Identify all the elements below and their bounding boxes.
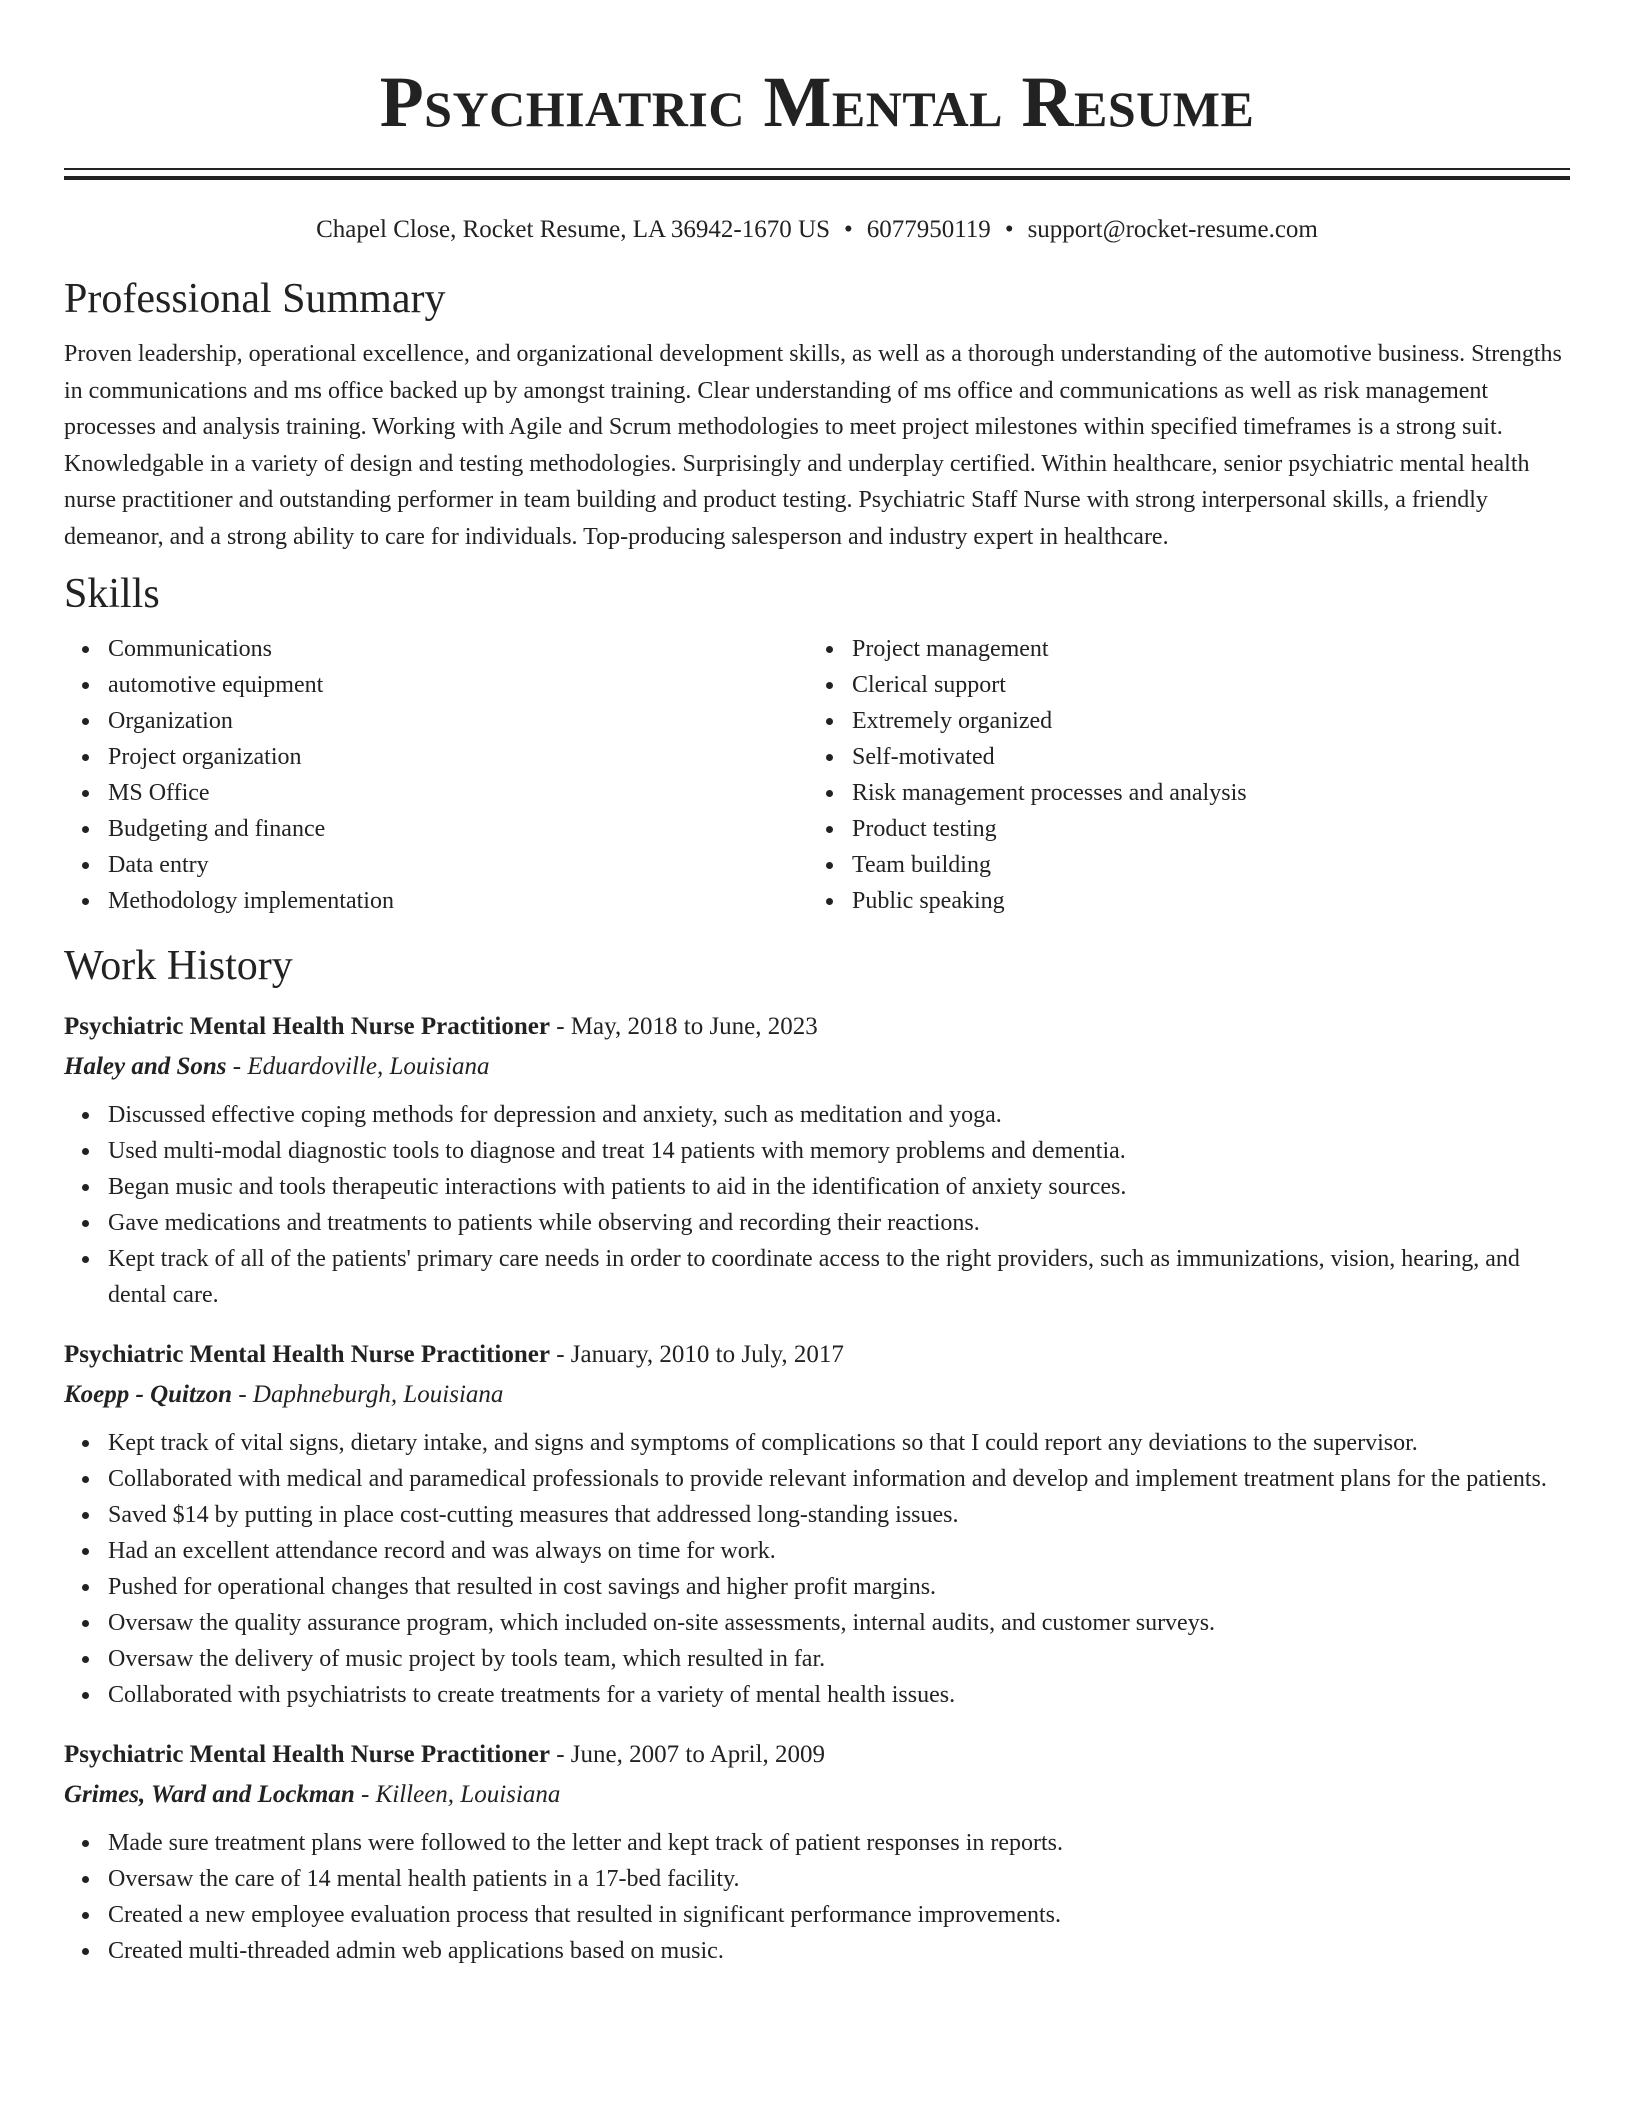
job-duties: [64, 1825, 1570, 1969]
job-employer: [64, 1375, 1570, 1415]
skill-item: Project management: [852, 631, 1552, 667]
job-title: Psychiatric Mental Health Nurse Practitioner: [64, 1741, 550, 1768]
job-duties: [64, 1425, 1570, 1713]
duty-item: Created multi-threaded admin web applications based on music.: [108, 1933, 1570, 1969]
skills-list: [64, 631, 1570, 919]
job-title: Psychiatric Mental Health Nurse Practitioner: [64, 1013, 550, 1040]
job-entry: [64, 1735, 1570, 1969]
duty-item: Oversaw the care of 14 mental health patients in a 17-bed facility.: [108, 1861, 1570, 1897]
title-divider-thick: [64, 176, 1570, 180]
job-title: Psychiatric Mental Health Nurse Practitioner: [64, 1341, 550, 1368]
duty-item: Collaborated with medical and paramedical professionals to provide relevant information and develop and implement treatment plans for the patients.: [108, 1461, 1570, 1497]
duty-item: Gave medications and treatments to patients while observing and recording their reactions.: [108, 1205, 1570, 1241]
job-location: - Killeen, Louisiana: [354, 1781, 561, 1808]
job-company: Haley and Sons: [64, 1053, 227, 1080]
resume-title: Psychiatric Mental Resume: [379, 62, 1255, 142]
job-dates: - May, 2018 to June, 2023: [549, 1013, 818, 1040]
job-employer: [64, 1775, 1570, 1815]
contact-address: Chapel Close, Rocket Resume, LA 36942-1670 US: [316, 216, 830, 243]
contact-phone: 6077950119: [866, 216, 991, 243]
duty-item: Had an excellent attendance record and was always on time for work.: [108, 1533, 1570, 1569]
skill-item: automotive equipment: [108, 667, 808, 703]
bullet-separator: •: [1004, 216, 1014, 243]
skill-item: Organization: [108, 703, 808, 739]
skill-item: Budgeting and finance: [108, 811, 808, 847]
duty-item: Pushed for operational changes that resulted in cost savings and higher profit margins.: [108, 1569, 1570, 1605]
skill-item: Project organization: [108, 739, 808, 775]
work-history-heading: Work History: [64, 943, 293, 989]
job-employer: [64, 1047, 1570, 1087]
job-company: Grimes, Ward and Lockman: [64, 1781, 355, 1808]
job-duties: [64, 1097, 1570, 1313]
skills-column-left: [64, 631, 808, 919]
job-header: [64, 1335, 1570, 1375]
job-location: - Daphneburgh, Louisiana: [232, 1381, 504, 1408]
skills-column-right: [808, 631, 1552, 919]
duty-item: Discussed effective coping methods for depression and anxiety, such as meditation and yoga.: [108, 1097, 1570, 1133]
skill-item: Communications: [108, 631, 808, 667]
skill-item: Product testing: [852, 811, 1552, 847]
bullet-separator: •: [843, 216, 853, 243]
job-location: - Eduardoville, Louisiana: [226, 1053, 490, 1080]
skill-item: Extremely organized: [852, 703, 1552, 739]
duty-item: Made sure treatment plans were followed to the letter and kept track of patient responses in reports.: [108, 1825, 1570, 1861]
job-dates: - June, 2007 to April, 2009: [549, 1741, 825, 1768]
job-header: [64, 1007, 1570, 1047]
duty-item: Collaborated with psychiatrists to create treatments for a variety of mental health issues.: [108, 1677, 1570, 1713]
skill-item: Clerical support: [852, 667, 1552, 703]
duty-item: Oversaw the quality assurance program, which included on-site assessments, internal audits, and customer surveys.: [108, 1605, 1570, 1641]
skill-item: Data entry: [108, 847, 808, 883]
contact-line: [64, 214, 1570, 246]
summary-text: Proven leadership, operational excellence, and organizational development skills, as well as a thorough understanding of the automotive business. Strengths in communications and ms office backed up by amongst training. Clear understanding of ms office and communications as well as risk management processes and analysis training. Working with Agile and Scrum methodologies to meet project milestones within specified timeframes is a strong suit. Knowledgable in a variety of design and testing methodologies. Surprisingly and underplay certified. Within healthcare, senior psychiatric mental health nurse practitioner and outstanding performer in team building and product testing. Psychiatric Staff Nurse with strong interpersonal skills, a friendly demeanor, and a strong ability to care for individuals. Top-producing salesperson and industry expert in healthcare.: [64, 341, 1562, 550]
skills-heading: Skills: [64, 571, 160, 617]
skill-item: MS Office: [108, 775, 808, 811]
duty-item: Began music and tools therapeutic interactions with patients to aid in the identification of anxiety sources.: [108, 1169, 1570, 1205]
job-dates: - January, 2010 to July, 2017: [549, 1341, 844, 1368]
duty-item: Kept track of vital signs, dietary intake, and signs and symptoms of complications so that I could report any deviations to the supervisor.: [108, 1425, 1570, 1461]
job-header: [64, 1735, 1570, 1775]
duty-item: Saved $14 by putting in place cost-cutting measures that addressed long-standing issues.: [108, 1497, 1570, 1533]
skill-item: Public speaking: [852, 883, 1552, 919]
contact-email: support@rocket-resume.com: [1027, 216, 1318, 243]
skill-item: Risk management processes and analysis: [852, 775, 1552, 811]
skill-item: Team building: [852, 847, 1552, 883]
duty-item: Used multi-modal diagnostic tools to diagnose and treat 14 patients with memory problems and dementia.: [108, 1133, 1570, 1169]
skill-item: Self-motivated: [852, 739, 1552, 775]
duty-item: Kept track of all of the patients' primary care needs in order to coordinate access to the right providers, such as immunizations, vision, hearing, and dental care.: [108, 1241, 1570, 1313]
job-entry: [64, 1335, 1570, 1713]
skill-item: Methodology implementation: [108, 883, 808, 919]
duty-item: Oversaw the delivery of music project by tools team, which resulted in far.: [108, 1641, 1570, 1677]
duty-item: Created a new employee evaluation process that resulted in significant performance improvements.: [108, 1897, 1570, 1933]
job-company: Koepp - Quitzon: [64, 1381, 233, 1408]
resume-page: [64, 0, 1570, 1969]
summary-heading: Professional Summary: [64, 276, 446, 322]
job-entry: [64, 1007, 1570, 1313]
title-divider-thin: [64, 168, 1570, 170]
